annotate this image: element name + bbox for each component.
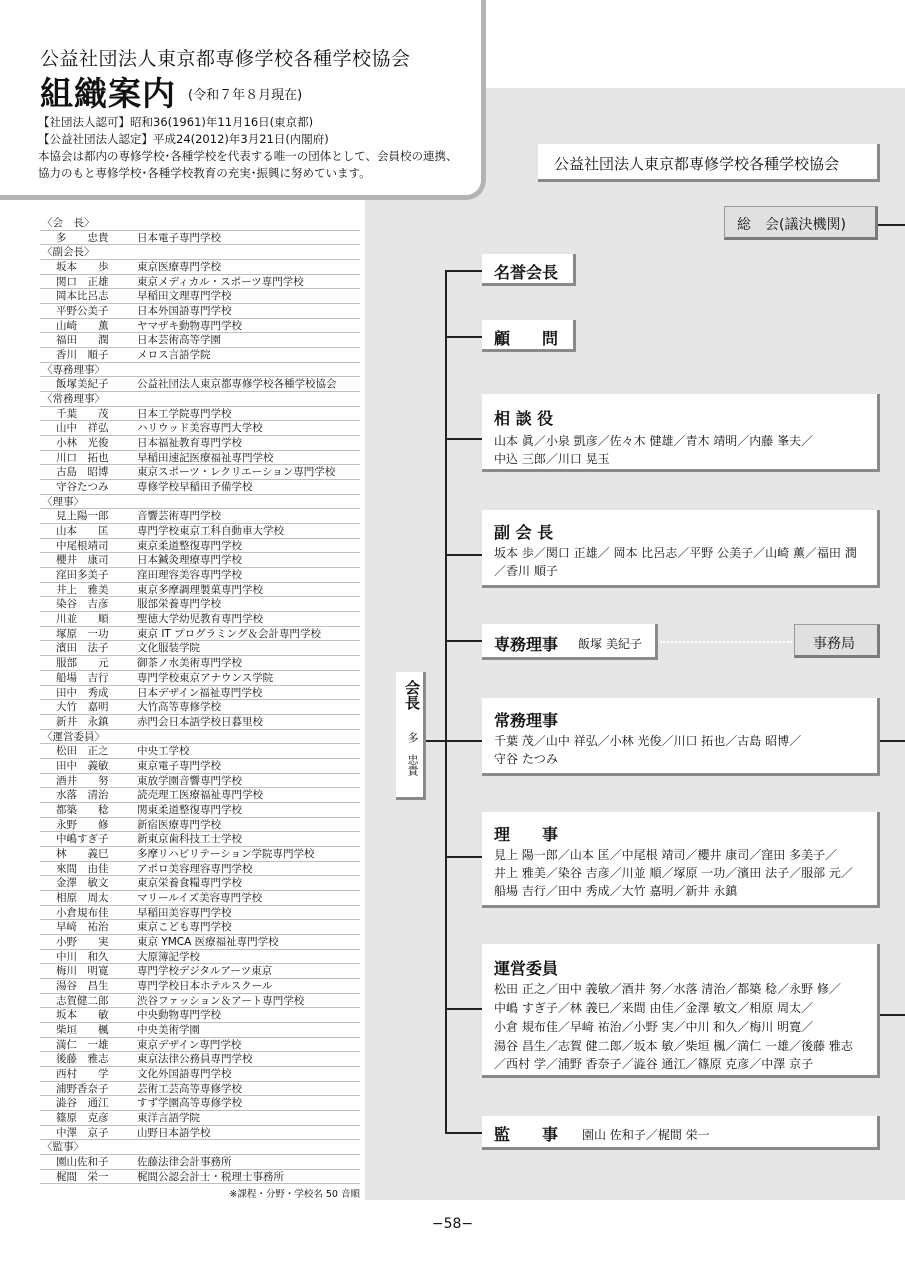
connector-managing-right bbox=[880, 740, 905, 742]
member-name: 中嶋すぎ子 bbox=[56, 833, 109, 846]
member-name: 林 義巳 bbox=[56, 847, 109, 860]
member-school: メロス言語学院 bbox=[137, 349, 211, 362]
member-name: 川口 拓也 bbox=[56, 451, 109, 464]
roster-row bbox=[40, 950, 360, 965]
roster-row bbox=[40, 656, 360, 671]
header-card bbox=[0, 0, 486, 200]
roster-row bbox=[40, 935, 360, 950]
member-school: 窪田理容美容専門学校 bbox=[137, 569, 242, 582]
roster-row bbox=[40, 1111, 360, 1126]
counselor-box bbox=[482, 394, 880, 472]
connector-counselor bbox=[445, 438, 483, 440]
member-school: 服部栄養専門学校 bbox=[137, 598, 221, 611]
member-school: 東京法律公務員専門学校 bbox=[137, 1053, 253, 1066]
secretariat-label: 事務局 bbox=[813, 636, 855, 652]
member-school: 日本工学院専門学校 bbox=[137, 407, 232, 420]
vice-chair-line-2: ／香川 順子 bbox=[494, 564, 558, 578]
roster-row bbox=[40, 1170, 360, 1185]
connector-assembly bbox=[878, 224, 905, 226]
member-school: 早稲田美容専門学校 bbox=[137, 906, 232, 919]
member-name: 櫻井 康司 bbox=[56, 554, 109, 567]
vice-chair-line-1: 坂本 歩／関口 正雄／ 岡本 比呂志／平野 公美子／山崎 薫／福田 潤 bbox=[494, 546, 857, 560]
auditors-title: 監 事 bbox=[494, 1125, 559, 1144]
member-school: すず学園高等専修学校 bbox=[137, 1097, 243, 1110]
managing-directors-line-1: 千葉 茂／山中 祥弘／小林 光俊／川口 拓也／古島 昭博／ bbox=[494, 734, 802, 748]
roster-row bbox=[40, 1096, 360, 1111]
member-name: 塚原 一功 bbox=[56, 627, 109, 640]
member-school: 中央動物専門学校 bbox=[137, 1009, 221, 1022]
member-school: 日本福祉教育専門学校 bbox=[137, 437, 242, 450]
member-name: 早﨑 祐治 bbox=[56, 921, 109, 934]
roster-row bbox=[40, 920, 360, 935]
member-name: 新井 永鎮 bbox=[56, 715, 109, 728]
member-school: 日本電子専門学校 bbox=[137, 231, 221, 244]
counselor-line-2: 中込 三郎／川口 晃玉 bbox=[494, 452, 610, 466]
connector-advisor bbox=[445, 336, 483, 338]
roster-section-heading: 〈監事〉 bbox=[40, 1140, 360, 1155]
roster-row bbox=[40, 480, 360, 495]
member-name: 相原 周太 bbox=[56, 891, 109, 904]
member-school: 早稲田速記医療福祉専門学校 bbox=[137, 451, 274, 464]
roster-row bbox=[40, 994, 360, 1009]
member-name: 田中 秀成 bbox=[56, 686, 109, 699]
member-name: 浦野香奈子 bbox=[56, 1082, 109, 1095]
counselor-line-1: 山本 眞／小泉 凱彦／佐々木 健雄／青木 靖明／内藤 峯夫／ bbox=[494, 434, 814, 448]
general-assembly-label: 総 会(議決機関) bbox=[737, 217, 846, 233]
member-school: 新宿医療専門学校 bbox=[137, 818, 221, 831]
member-name: 山崎 薫 bbox=[56, 319, 109, 332]
counselor-title: 相 談 役 bbox=[494, 409, 554, 428]
member-name: 水落 清治 bbox=[56, 789, 109, 802]
member-name: 金澤 敏文 bbox=[56, 877, 109, 890]
member-name: 湯谷 昌生 bbox=[56, 979, 109, 992]
roster-row bbox=[40, 847, 360, 862]
member-name: 永野 修 bbox=[56, 818, 109, 831]
member-roster bbox=[40, 216, 360, 1184]
roster-row bbox=[40, 348, 360, 363]
committee-line-4: 湯谷 昌生／志賀 健二郎／坂本 敏／柴垣 楓／満仁 一雄／後藤 雅志 bbox=[494, 1039, 853, 1053]
member-school: マリールイズ美容専門学校 bbox=[137, 891, 263, 904]
member-name: 飯塚美紀子 bbox=[56, 378, 109, 391]
roster-row bbox=[40, 231, 360, 246]
main-connector bbox=[445, 270, 447, 1134]
president-title: 会長 bbox=[403, 680, 421, 710]
member-name: 中川 和久 bbox=[56, 950, 109, 963]
member-name: 船場 吉行 bbox=[56, 671, 109, 684]
description-line-1: 本協会は都内の専修学校･各種学校を代表する唯一の団体として、会員校の連携、 bbox=[38, 149, 458, 163]
member-school: 日本外国語専門学校 bbox=[137, 305, 232, 318]
member-school: 東京電子専門学校 bbox=[137, 759, 221, 772]
member-name: 梶間 栄一 bbox=[56, 1170, 109, 1183]
roster-row bbox=[40, 686, 360, 701]
member-name: 後藤 雅志 bbox=[56, 1053, 109, 1066]
member-school: 聖徳大学幼児教育専門学校 bbox=[137, 613, 263, 626]
member-school: 東京こども専門学校 bbox=[137, 921, 232, 934]
member-name: 梅川 明寛 bbox=[56, 965, 109, 978]
roster-row bbox=[40, 964, 360, 979]
top-org-box bbox=[538, 144, 880, 182]
roster-row bbox=[40, 774, 360, 789]
roster-row bbox=[40, 612, 360, 627]
directors-title: 理 事 bbox=[494, 825, 559, 844]
member-name: 坂本 敏 bbox=[56, 1009, 109, 1022]
roster-row bbox=[40, 906, 360, 921]
member-name: 松田 正之 bbox=[56, 745, 109, 758]
member-name: 守谷たつみ bbox=[56, 481, 109, 494]
managing-directors-line-2: 守谷 たつみ bbox=[494, 752, 558, 766]
member-school: 日本芸術高等学園 bbox=[137, 334, 221, 347]
auditors-box bbox=[482, 1116, 880, 1150]
roster-row bbox=[40, 436, 360, 451]
member-name: 西村 学 bbox=[56, 1067, 109, 1080]
roster-row bbox=[40, 1038, 360, 1053]
roster-row bbox=[40, 979, 360, 994]
member-name: 澁谷 通江 bbox=[56, 1097, 109, 1110]
member-school: 専門学校東京アナウンス学院 bbox=[137, 671, 274, 684]
directors-box bbox=[482, 812, 880, 908]
member-school: 専門学校デジタルアーツ東京 bbox=[137, 965, 273, 978]
connector-auditor bbox=[445, 1132, 483, 1134]
member-name: 篠原 克彦 bbox=[56, 1111, 109, 1124]
roster-section-heading: 〈常務理事〉 bbox=[40, 392, 360, 407]
member-name: 志賀健二郎 bbox=[56, 994, 109, 1007]
roster-section-heading: 〈専務理事〉 bbox=[40, 363, 360, 378]
member-school: 読売理工医療福祉専門学校 bbox=[137, 789, 263, 802]
connector-committee bbox=[445, 1008, 483, 1010]
member-school: 東京スポーツ・レクリエーション専門学校 bbox=[137, 466, 336, 479]
member-school: 東京医療専門学校 bbox=[137, 261, 221, 274]
honorary-chair-box bbox=[482, 254, 576, 286]
committee-line-1: 松田 正之／田中 義敏／酒井 努／水落 清治／都築 稔／永野 修／ bbox=[494, 982, 841, 996]
member-school: 東京多摩調理製菓専門学校 bbox=[137, 583, 263, 596]
member-school: 東京 IT プログラミング＆会計専門学校 bbox=[137, 627, 321, 640]
member-school: 中央工学校 bbox=[137, 745, 190, 758]
member-school: 専門学校東京工科自動車大学校 bbox=[137, 525, 284, 538]
member-school: 赤門会日本語学校日暮里校 bbox=[137, 715, 263, 728]
vice-chair-title: 副 会 長 bbox=[494, 523, 554, 542]
member-school: 山野日本語学校 bbox=[137, 1126, 211, 1139]
committee-line-5: ／西村 学／浦野 香奈子／澁谷 通江／篠原 克彦／中澤 京子 bbox=[494, 1057, 814, 1071]
member-name: 山中 祥弘 bbox=[56, 422, 109, 435]
member-name: 坂本 歩 bbox=[56, 261, 109, 274]
member-school: アポロ美容理容専門学校 bbox=[137, 862, 253, 875]
connector-president bbox=[419, 740, 483, 742]
roster-row bbox=[40, 832, 360, 847]
member-school: 御茶ノ水美術専門学校 bbox=[137, 657, 242, 670]
directors-line-3: 船場 吉行／田中 秀成／大竹 嘉明／新井 永鎮 bbox=[494, 884, 738, 898]
member-school: ハリウッド美容専門大学校 bbox=[137, 422, 263, 435]
connector-honorary bbox=[445, 270, 483, 272]
page-title: 組織案内 bbox=[40, 74, 176, 113]
member-school: 東京メディカル・スポーツ専門学校 bbox=[137, 275, 304, 288]
member-name: 小林 光俊 bbox=[56, 437, 109, 450]
member-school: 文化外国語専門学校 bbox=[137, 1067, 232, 1080]
managing-directors-box bbox=[482, 698, 880, 776]
executive-director-title: 専務理事 bbox=[494, 635, 559, 654]
member-name: 福田 潤 bbox=[56, 334, 109, 347]
committee-line-3: 小倉 規布佳／早﨑 祐治／小野 実／中川 和久／梅川 明寛／ bbox=[494, 1020, 814, 1034]
secretariat-box bbox=[794, 624, 880, 658]
member-name: 柴垣 楓 bbox=[56, 1023, 109, 1036]
roster-row bbox=[40, 465, 360, 480]
committee-box bbox=[482, 944, 880, 1078]
roster-row bbox=[40, 1082, 360, 1097]
member-school: 日本デザイン福祉専門学校 bbox=[137, 686, 263, 699]
connector-directors bbox=[445, 856, 483, 858]
honorary-chair-label: 名誉会長 bbox=[494, 263, 559, 282]
member-name: 千葉 茂 bbox=[56, 407, 109, 420]
roster-row bbox=[40, 788, 360, 803]
authorization-2: 【公益社団法人認定】平成24(2012)年3月21日(内閣府) bbox=[38, 132, 329, 146]
member-name: 田中 義敏 bbox=[56, 759, 109, 772]
roster-row bbox=[40, 891, 360, 906]
roster-row bbox=[40, 319, 360, 334]
roster-row bbox=[40, 671, 360, 686]
roster-row bbox=[40, 539, 360, 554]
president-name: 多 忠貴 bbox=[406, 732, 419, 776]
executive-director-name: 飯塚 美紀子 bbox=[578, 637, 642, 651]
roster-row bbox=[40, 524, 360, 539]
directors-line-2: 井上 雅美／染谷 吉彦／川並 順／塚原 一功／濱田 法子／服部 元／ bbox=[494, 866, 853, 880]
roster-row bbox=[40, 803, 360, 818]
general-assembly-box bbox=[724, 206, 878, 240]
roster-row bbox=[40, 553, 360, 568]
member-name: 小野 実 bbox=[56, 935, 109, 948]
managing-directors-title: 常務理事 bbox=[494, 711, 559, 730]
member-name: 窪田多美子 bbox=[56, 569, 109, 582]
vice-chair-box bbox=[482, 510, 880, 588]
description-line-2: 協力のもと専修学校･各種学校教育の充実･振興に努めています。 bbox=[38, 166, 371, 180]
roster-row bbox=[40, 568, 360, 583]
member-school: 日本鍼灸理療専門学校 bbox=[137, 554, 242, 567]
roster-section-heading: 〈会 長〉 bbox=[40, 216, 360, 231]
member-school: 東京デザイン専門学校 bbox=[137, 1038, 242, 1051]
roster-row bbox=[40, 1155, 360, 1170]
connector-vice-chair bbox=[445, 554, 483, 556]
roster-row bbox=[40, 289, 360, 304]
roster-row bbox=[40, 275, 360, 290]
roster-section-heading: 〈運営委員〉 bbox=[40, 730, 360, 745]
roster-row bbox=[40, 1067, 360, 1082]
member-name: 小倉規布佳 bbox=[56, 906, 109, 919]
member-name: 岡本比呂志 bbox=[56, 290, 109, 303]
member-name: 関口 正雄 bbox=[56, 275, 109, 288]
member-name: 山本 匡 bbox=[56, 525, 109, 538]
committee-line-2: 中嶋 すぎ子／林 義巳／来間 由佳／金澤 敏文／相原 周太／ bbox=[494, 1001, 814, 1015]
president-box bbox=[396, 672, 426, 800]
member-school: 東放学園音響専門学校 bbox=[137, 774, 242, 787]
member-name: 古島 昭博 bbox=[56, 466, 109, 479]
member-school: 文化服装学院 bbox=[137, 642, 200, 655]
roster-row bbox=[40, 641, 360, 656]
roster-row bbox=[40, 1023, 360, 1038]
roster-row bbox=[40, 1052, 360, 1067]
member-school: 梶間公認会計士・税理士事務所 bbox=[137, 1170, 284, 1183]
member-name: 園山佐和子 bbox=[56, 1156, 109, 1168]
roster-row bbox=[40, 333, 360, 348]
member-name: 香川 順子 bbox=[56, 349, 109, 362]
member-school: 芸術工芸高等専修学校 bbox=[137, 1082, 242, 1095]
member-name: 中澤 京子 bbox=[56, 1126, 109, 1139]
roster-row bbox=[40, 377, 360, 392]
roster-row bbox=[40, 1126, 360, 1141]
roster-row bbox=[40, 627, 360, 642]
roster-row bbox=[40, 451, 360, 466]
member-name: 川並 順 bbox=[56, 613, 109, 626]
member-school: 専門学校日本ホテルスクール bbox=[137, 979, 273, 992]
member-school: 東京 YMCA 医療福祉専門学校 bbox=[137, 935, 279, 948]
member-school: 東京柔道整復専門学校 bbox=[137, 539, 242, 552]
roster-row bbox=[40, 818, 360, 833]
dotted-connector-secretariat bbox=[660, 641, 792, 643]
top-org-label: 公益社団法人東京都専修学校各種学校協会 bbox=[554, 155, 840, 173]
member-name: 都築 稔 bbox=[56, 803, 109, 816]
connector-committee-right bbox=[880, 1014, 905, 1016]
member-school: 大原簿記学校 bbox=[137, 950, 200, 963]
connector-executive bbox=[445, 640, 483, 642]
member-name: 満仁 一雄 bbox=[56, 1038, 109, 1051]
roster-section-heading: 〈副会長〉 bbox=[40, 245, 360, 260]
member-school: 東洋言語学院 bbox=[137, 1111, 200, 1124]
member-school: ヤマザキ動物専門学校 bbox=[137, 319, 242, 332]
roster-row bbox=[40, 715, 360, 730]
advisor-label: 顧 問 bbox=[494, 329, 559, 348]
roster-row bbox=[40, 509, 360, 524]
member-school: 新東京歯科技工士学校 bbox=[137, 833, 242, 846]
advisor-box bbox=[482, 320, 576, 352]
authorization-1: 【社団法人認可】昭和36(1961)年11月16日(東京都) bbox=[38, 115, 314, 129]
roster-row bbox=[40, 759, 360, 774]
member-school: 佐藤法律会計事務所 bbox=[137, 1156, 232, 1168]
roster-row bbox=[40, 700, 360, 715]
member-school: 中央美術学園 bbox=[137, 1023, 200, 1036]
roster-row bbox=[40, 744, 360, 759]
member-school: 東京栄養食糧専門学校 bbox=[137, 877, 242, 890]
member-name: 見上陽一郎 bbox=[56, 510, 109, 523]
member-school: 渋谷ファッション＆アート専門学校 bbox=[137, 994, 305, 1007]
member-school: 関東柔道整復専門学校 bbox=[137, 803, 242, 816]
member-school: 専修学校早稲田予備学校 bbox=[137, 481, 253, 494]
roster-row bbox=[40, 862, 360, 877]
roster-row bbox=[40, 583, 360, 598]
executive-director-box bbox=[482, 624, 658, 660]
directors-line-1: 見上 陽一郎／山本 匡／中尾根 靖司／櫻井 康司／窪田 多美子／ bbox=[494, 848, 838, 862]
member-school: 大竹高等専修学校 bbox=[137, 701, 221, 714]
roster-row bbox=[40, 1008, 360, 1023]
page-number: −58− bbox=[431, 1216, 474, 1232]
member-name: 來間 由佳 bbox=[56, 862, 109, 875]
member-name: 平野公美子 bbox=[56, 305, 109, 318]
committee-title: 運営委員 bbox=[494, 959, 559, 978]
member-school: 音響芸術専門学校 bbox=[137, 510, 221, 523]
roster-row bbox=[40, 421, 360, 436]
auditors-names: 園山 佐和子／梶間 栄一 bbox=[582, 1128, 710, 1142]
roster-row bbox=[40, 597, 360, 612]
member-school: 多摩リハビリテーション学院専門学校 bbox=[137, 847, 315, 860]
roster-section-heading: 〈理事〉 bbox=[40, 495, 360, 510]
date-note: (令和７年８月現在) bbox=[188, 88, 303, 103]
roster-note: ※課程・分野・学校名 50 音順 bbox=[229, 1189, 360, 1200]
member-school: 公益社団法人東京都専修学校各種学校協会 bbox=[137, 378, 337, 391]
roster-row bbox=[40, 304, 360, 319]
member-name: 濱田 法子 bbox=[56, 642, 109, 655]
member-name: 多 忠貴 bbox=[56, 231, 109, 244]
org-name: 公益社団法人東京都専修学校各種学校協会 bbox=[40, 48, 411, 70]
roster-row bbox=[40, 260, 360, 275]
member-name: 酒井 努 bbox=[56, 774, 109, 787]
member-name: 井上 雅美 bbox=[56, 583, 109, 596]
member-name: 染谷 吉彦 bbox=[56, 598, 109, 611]
roster-row bbox=[40, 876, 360, 891]
roster-row bbox=[40, 407, 360, 422]
member-name: 服部 元 bbox=[56, 657, 109, 670]
member-school: 早稲田文理専門学校 bbox=[137, 290, 232, 303]
member-name: 大竹 嘉明 bbox=[56, 701, 109, 714]
member-name: 中尾根靖司 bbox=[56, 539, 109, 552]
